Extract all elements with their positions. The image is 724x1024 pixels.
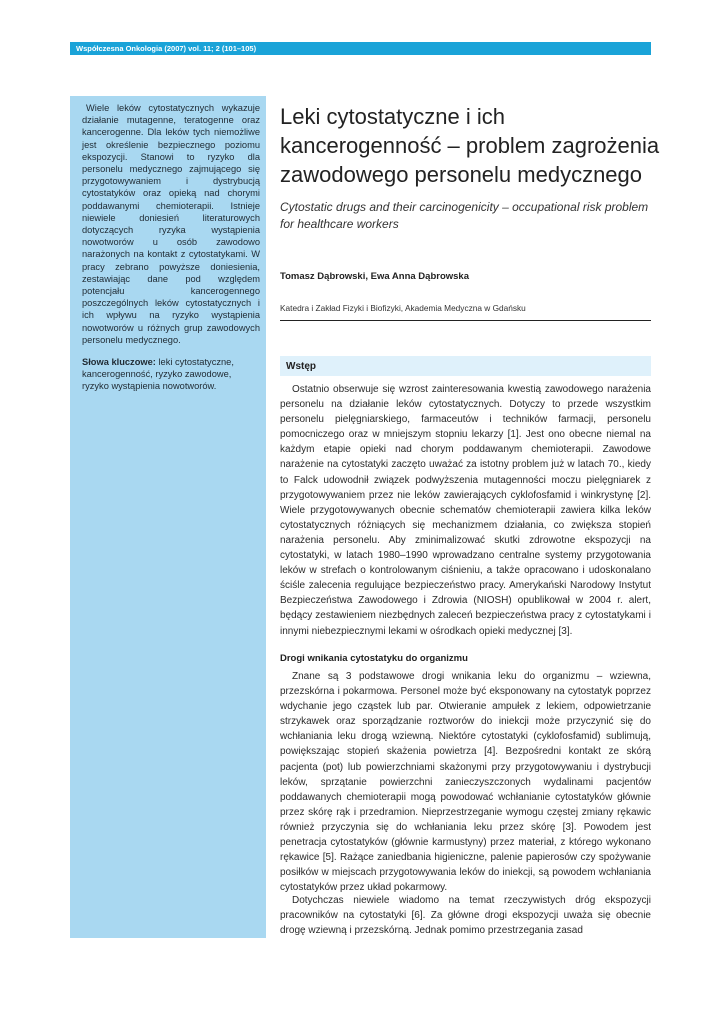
journal-header-bar	[70, 42, 651, 55]
body-paragraph: Ostatnio obserwuje się wzrost zainteresowania kwestią zawodowego narażenia personelu na działanie leków cytostatycznych. Dotyczy to przede wszystkim personelu pielęgniarskiego, farmaceutów i techników farmacji, personelu pomocniczego oraz w mniejszym stopniu lekarzy [1]. Jest ono obecne niemal na każdym etapie opieki nad chorym poddawanym chemioterapii. Zawodowe narażenie na cytostatyki zaczęto uważać za istotny problem już w latach 70., kiedy to Falck udowodnił związek podwyższenia mutagenności moczu pielęgniarek z przygotowywaniem przez nie leków zawierających cyklofosfamid i winkrystynę [2]. Wiele przygotowywanych obecnie schematów chemioterapii zawiera kilka leków cytostatycznych różniących się mechanizmem działania, co zwiększa stopień narażenia personelu. Aby zminimalizować skutki zdrowotne ekspozycji na cytostatyki, w latach 1980–1990 wprowadzano centralne systemy przygotowania leków w strefach o kontrolowanym ciśnieniu, a także opracowano i udoskonalano ściśle zalecenia regulujące bezpieczeństwo pracy. Amerykański Narodowy Instytut Bezpieczeństwa Zawodowego i Zdrowia (NIOSH) opublikował w 2004 r. alert, będący zestawieniem niezbędnych zaleceń bezpieczeństwa pracy z cytostatykami i innymi niebezpiecznymi lekami w ośrodkach opieki medycznej [3].	[280, 384, 651, 637]
article-title: Leki cytostatyczne i ich kancerogenność – problem zagrożenia zawodowego personelu medycznego	[280, 104, 660, 187]
section-title: Wstęp	[286, 361, 316, 372]
journal-citation: Współczesna Onkologia (2007) vol. 11; 2 (101–105)	[76, 44, 257, 53]
body-paragraph: Znane są 3 podstawowe drogi wnikania leku do organizmu – wziewna, przezskórna i pokarmowa. Personel może być eksponowany na cytostatyk poprzez wdychanie jego cząstek lub par. Otwieranie ampułek z lekiem, odpowietrzanie strzykawek oraz sporządzanie roztworów do iniekcji może przyczynić się do wchłaniania leku drogą wziewną. Niektóre cytostatyki (cyklofosfamid) sublimują, powiększając stopień skażenia powietrza [4]. Bezpośredni kontakt ze skórą pacjenta (pot) lub powierzchniami skażonymi przy przygotowywaniu i dystrybucji leków, sprzątanie powierzchni zanieczyszczonych wydalinami pacjentów poddawanych chemioterapii mogą powodować wchłanianie cytostatyków głównie przez skórę rąk i przedramion. Nieprzestrzeganie wymogu częstej zmiany rękawic również przyczynia się do wchłaniania leku przez skórę [3]. Powodem jest penetracja cytostatyków (głównie karmustyny) przez materiał, z którego wykonano rękawice [5]. Rażące zaniedbania higieniczne, palenie papierosów czy spożywanie posiłków w miejscach przygotowywania leków do iniekcji, są powodem wchłaniania cytostatyków przez układ pokarmowy.	[280, 671, 651, 894]
section-header	[280, 356, 651, 376]
abstract-text: Wiele leków cytostatycznych wykazuje działanie mutagenne, teratogenne oraz kancerogenne. Dla leków tych niemożliwe jest określenie bezpiecznego poziomu ekspozycji. Stanowi to ryzyko dla personelu medycznego zajmującego się przygotowywaniem i dystrybucją cytostatyków oraz opieką nad chorymi poddawanymi chemioterapii. Istnieje niewiele doniesień literaturowych dotyczących ryzyka wystąpienia nowotworów u osób zawodowo narażonych na kontakt z cytostatykami. W pracy zebrano powyższe doniesienia, zestawiając dane pod względem potencjału kancerogennego poszczególnych leków cytostatycznych i ich wpływu na ryzyko wystąpienia nowotworów u różnych grup zawodowych personelu medycznego.	[82, 103, 260, 345]
authors: Tomasz Dąbrowski, Ewa Anna Dąbrowska	[280, 271, 469, 282]
abstract-sidebar	[70, 96, 266, 938]
body-paragraph: Dotychczas niewiele wiadomo na temat rzeczywistych dróg ekspozycji pracowników na cytostatyki [6]. Za główne drogi ekspozycji uważa się obecnie drogę wziewną i przezskórną. Jednak pomimo przestrzegania zasad	[280, 895, 651, 937]
affiliation: Katedra i Zakład Fizyki i Biofizyki, Akademia Medyczna w Gdańsku	[280, 303, 526, 313]
subsection-heading: Drogi wnikania cytostatyku do organizmu	[280, 653, 468, 664]
keywords	[82, 356, 260, 393]
keywords-label: Słowa kluczowe:	[82, 357, 156, 367]
article-title-english: Cytostatic drugs and their carcinogenicity – occupational risk problem for healthcare workers	[280, 200, 649, 231]
divider	[280, 320, 651, 321]
keywords-text: leki cytostatyczne, kancerogenność, ryzyko zawodowe, ryzyko wystąpienia nowotworów.	[82, 357, 234, 392]
